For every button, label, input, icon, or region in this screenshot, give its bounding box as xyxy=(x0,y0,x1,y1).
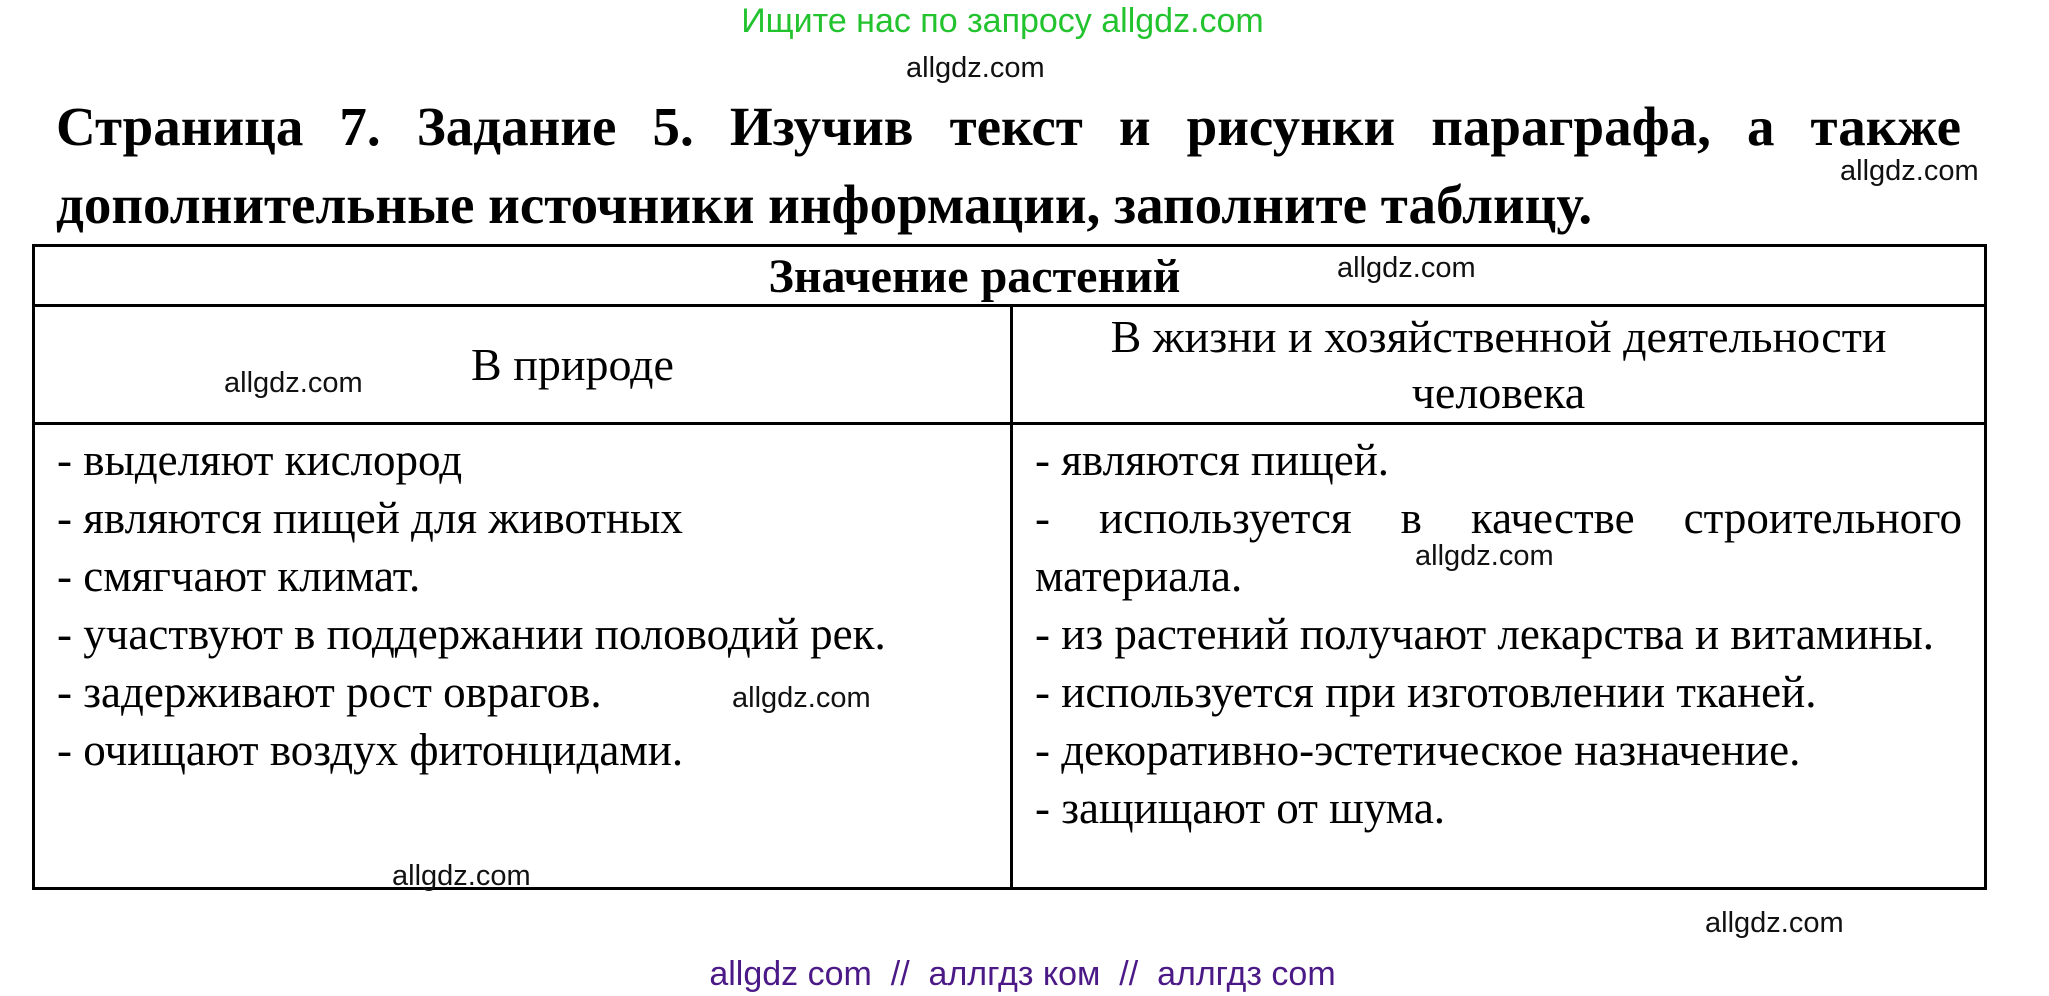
nature-list xyxy=(35,425,1010,779)
list-item: - используется при изготовлении тканей. xyxy=(1035,667,1817,717)
list-item: - выделяют кислород xyxy=(57,435,463,485)
watermark: allgdz.com xyxy=(1705,907,1844,939)
watermark: allgdz.com xyxy=(224,367,363,399)
watermark: allgdz.com xyxy=(906,52,1045,84)
list-item: - очищают воздух фитонцидами. xyxy=(57,725,684,775)
footer-links: allgdz com // аллгдз ком // аллгдз com xyxy=(709,955,1336,993)
column-header-human-life: В жизни и хозяйственной деятельности человека xyxy=(1013,307,1984,425)
plants-value-table xyxy=(32,244,1987,890)
list-item: - являются пищей. xyxy=(1035,435,1390,485)
table-caption: Значение растений xyxy=(35,247,1984,307)
list-item: - защищают от шума. xyxy=(1035,783,1446,833)
list-item: - смягчают климат. xyxy=(57,551,421,601)
column-header-nature: В природе xyxy=(35,307,1010,425)
list-item: - являются пищей для животных xyxy=(57,493,683,543)
title-line-1: Страница 7. Задание 5. Изучив текст и рисунки параграфа, а также xyxy=(56,96,1961,157)
title-line-2: дополнительные источники информации, заполните таблицу. xyxy=(56,174,1593,235)
list-item: - используется в качестве строительного материала. xyxy=(1035,493,1962,601)
watermark: allgdz.com xyxy=(732,682,871,714)
column-human-life xyxy=(1013,307,1984,887)
watermark: allgdz.com xyxy=(1337,252,1476,284)
list-item: - участвуют в поддержании половодий рек. xyxy=(57,609,886,659)
column-nature xyxy=(35,307,1013,887)
list-item: - задерживают рост оврагов. xyxy=(57,667,602,717)
watermark: allgdz.com xyxy=(1415,540,1554,572)
list-item: - из растений получают лекарства и витамины. xyxy=(1035,609,1934,659)
promo-banner: Ищите нас по запросу allgdz.com xyxy=(741,2,1264,40)
human-life-list xyxy=(1013,425,1984,837)
watermark: allgdz.com xyxy=(392,860,531,892)
watermark: allgdz.com xyxy=(1840,155,1979,187)
list-item: - декоративно-эстетическое назначение. xyxy=(1035,725,1801,775)
page-title xyxy=(56,88,1961,244)
